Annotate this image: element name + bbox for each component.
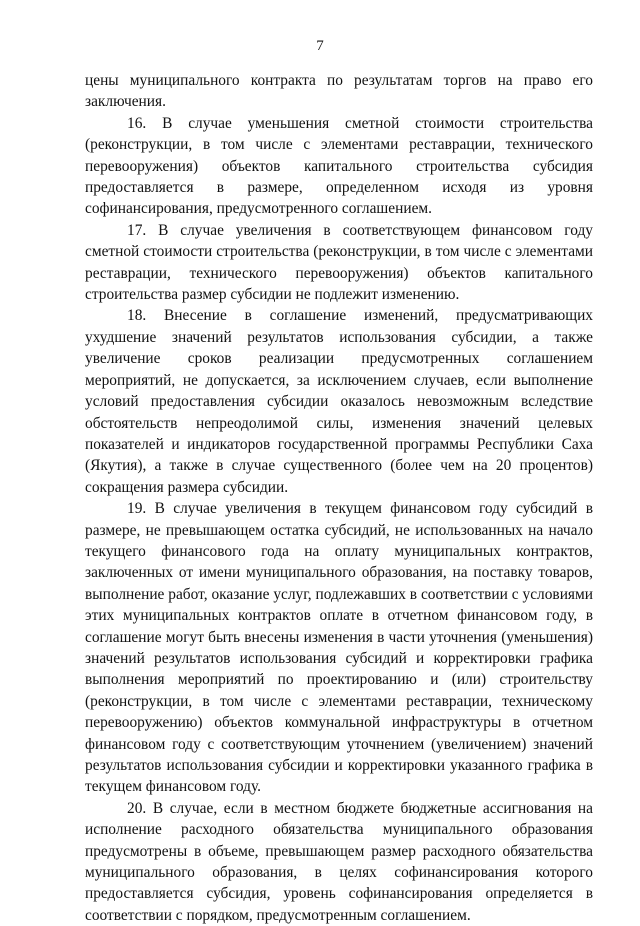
document-body [85, 70, 593, 926]
paragraph-continuation: цены муниципального контракта по результатам торгов на право его заключения. [85, 72, 593, 111]
paragraph-20: 20. В случае, если в местном бюджете бюджетные ассигнования на исполнение расходного обязательства муниципального образования предусмотрены в объеме, превышающем размер расходного обязательства муниципального образования, в целях софинансирования которого предоставляется субсидия, уровень софинансирования определяется в соответствии с порядком, предусмотренным соглашением. [85, 799, 593, 924]
paragraph-18: 18. Внесение в соглашение изменений, предусматривающих ухудшение значений результатов использования субсидии, а также увеличение сроков реализации предусмотренных соглашением мероприятий, не допускается, за исключением случаев, если выполнение условий предоставления субсидии оказалось невозможным вследствие обстоятельств непреодолимой силы, изменения значений целевых показателей и индикаторов государственной программы Республики Саха (Якутия), а также в случае существенного (более чем на 20 процентов) сокращения размера субсидии. [85, 307, 593, 496]
page-number: 7 [316, 38, 324, 54]
paragraph-19: 19. В случае увеличения в текущем финансовом году субсидий в размере, не превышающем остатка субсидий, не использованных на начало текущего финансового года на оплату муниципальных контрактов, заключенных от имени муниципального образования, на поставку товаров, выполнение работ, оказание услуг, подлежавших в соответствии с условиями этих муниципальных контрактов оплате в отчетном финансовом году, в соглашение могут быть внесены изменения в части уточнения (уменьшения) значений результатов использования субсидий и корректировки графика выполнения мероприятий по проектированию и (или) строительству (реконструкции, в том числе с элементами реставрации, техническому перевооружению) объектов коммунальной инфраструктуры в отчетном финансовом году с соответствующим уточнением (увеличением) значений результатов использования субсидии и корректировки указанного графика в текущем финансовом году. [85, 500, 593, 796]
paragraph-16: 16. В случае уменьшения сметной стоимости строительства (реконструкции, в том числе с элементами реставрации, технического перевооружения) объектов капитального строительства субсидия предоставляется в размере, определенном исходя из уровня софинансирования, предусмотренного соглашением. [85, 114, 593, 218]
paragraph-17: 17. В случае увеличения в соответствующем финансовом году сметной стоимости строительства (реконструкции, в том числе с элементами реставрации, технического перевооружения) объектов капитального строительства размер субсидии не подлежит изменению. [85, 221, 593, 304]
